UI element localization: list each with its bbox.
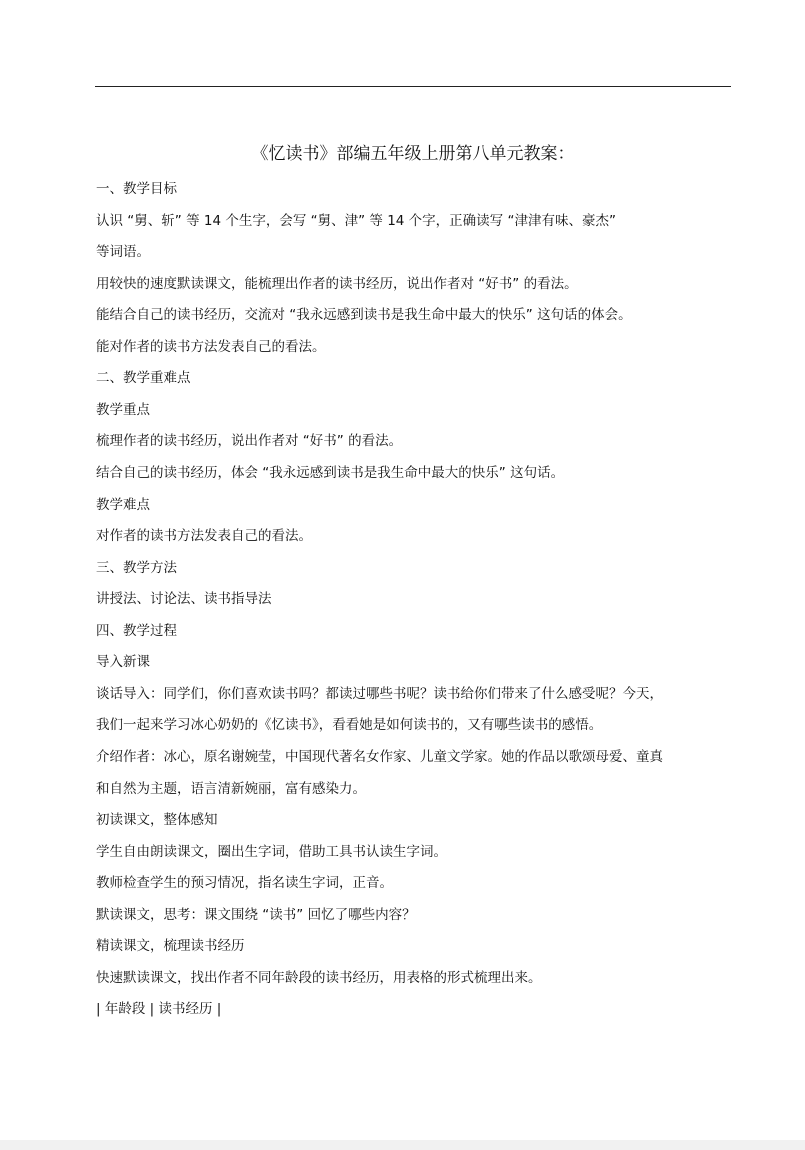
paragraph-line: 认识 “舅、斩” 等 14 个生字，会写 “舅、津” 等 14 个字，正确读写 “津津有味、豪杰” bbox=[96, 213, 616, 229]
paragraph-line: 等词语。 bbox=[96, 244, 150, 260]
table-header-row: | 年龄段 | 读书经历 | bbox=[96, 1001, 222, 1017]
paragraph-line: 对作者的读书方法发表自己的看法。 bbox=[96, 528, 312, 544]
page-bottom-margin bbox=[0, 1140, 805, 1150]
paragraph-line: 讲授法、讨论法、读书指导法 bbox=[96, 591, 272, 607]
paragraph-line: 和自然为主题，语言清新婉丽，富有感染力。 bbox=[96, 781, 366, 797]
paragraph-line: 用较快的速度默读课文，能梳理出作者的读书经历，说出作者对 “好书” 的看法。 bbox=[96, 276, 578, 292]
paragraph-line: 我们一起来学习冰心奶奶的《忆读书》，看看她是如何读书的，又有哪些读书的感悟。 bbox=[96, 717, 603, 733]
paragraph-line: 能结合自己的读书经历，交流对 “我永远感到读书是我生命中最大的快乐” 这句话的体会。 bbox=[96, 307, 632, 323]
document-title: 《忆读书》部编五年级上册第八单元教案： bbox=[251, 144, 575, 164]
paragraph-line: 梳理作者的读书经历，说出作者对 “好书” 的看法。 bbox=[96, 433, 403, 449]
subheading-key-point: 教学重点 bbox=[96, 402, 150, 418]
paragraph-line: 教师检查学生的预习情况，指名读生字词，正音。 bbox=[96, 875, 393, 891]
subheading-close-reading: 精读课文，梳理读书经历 bbox=[96, 938, 245, 954]
subheading-difficulty: 教学难点 bbox=[96, 497, 150, 513]
subheading-introduction: 导入新课 bbox=[96, 654, 150, 670]
heading-teaching-methods: 三、教学方法 bbox=[96, 560, 177, 576]
subheading-first-reading: 初读课文，整体感知 bbox=[96, 812, 218, 828]
paragraph-line: 结合自己的读书经历，体会 “我永远感到读书是我生命中最大的快乐” 这句话。 bbox=[96, 465, 565, 481]
paragraph-line: 快速默读课文，找出作者不同年龄段的读书经历，用表格的形式梳理出来。 bbox=[96, 970, 542, 986]
paragraph-line: 学生自由朗读课文，圈出生字词，借助工具书认读生字词。 bbox=[96, 844, 447, 860]
paragraph-line: 介绍作者：冰心，原名谢婉莹，中国现代著名女作家、儿童文学家。她的作品以歌颂母爱、童真 bbox=[96, 749, 663, 765]
paragraph-line: 谈话导入：同学们，你们喜欢读书吗？都读过哪些书呢？读书给你们带来了什么感受呢？今天， bbox=[96, 686, 663, 702]
heading-teaching-goals: 一、教学目标 bbox=[96, 181, 177, 197]
heading-teaching-process: 四、教学过程 bbox=[96, 623, 177, 639]
header-rule bbox=[95, 86, 731, 87]
paragraph-line: 能对作者的读书方法发表自己的看法。 bbox=[96, 339, 326, 355]
heading-key-points: 二、教学重难点 bbox=[96, 370, 191, 386]
paragraph-line: 默读课文，思考：课文围绕 “读书” 回忆了哪些内容？ bbox=[96, 907, 416, 923]
